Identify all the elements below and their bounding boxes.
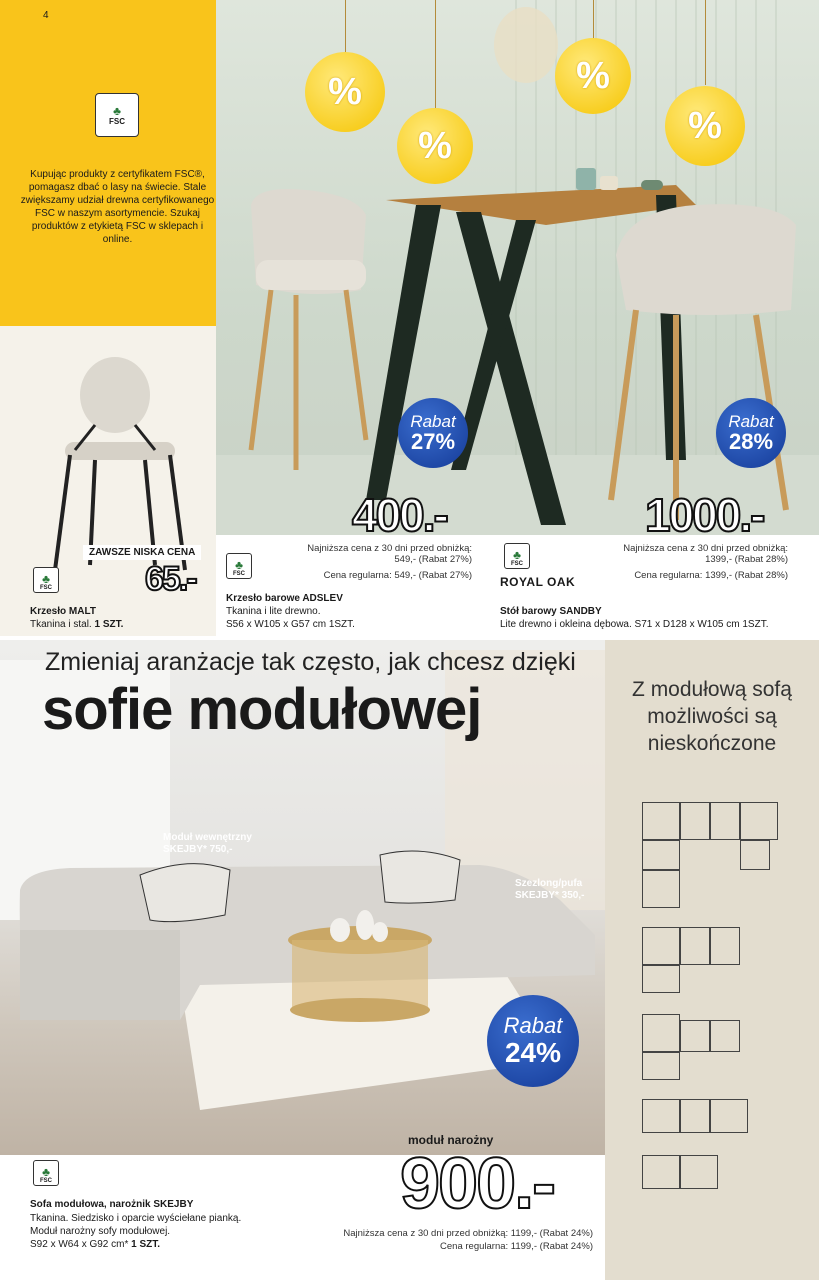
- regular-price-sandby: Cena regularna: 1399,- (Rabat 28%): [634, 570, 788, 581]
- module-block: [680, 927, 710, 965]
- skejby-size: S92 x W64 x G92 cm*: [30, 1239, 129, 1250]
- module-block: [680, 802, 710, 840]
- lowest-price-sandby: Najniższa cena z 30 dni przed obniżką: 1399,- (Rabat 28%): [623, 543, 788, 565]
- fsc-info-text: Kupując produkty z certyfikatem FSC®, pomagasz dbać o lasy na świecie. Stale zwiększamy udział drewna certyfikowanego FSC w naszym asortymencie. Szukaj produktów z etykietą FSC w sklepach i online.: [20, 169, 215, 245]
- headline-big: sofie modułowej: [42, 677, 482, 742]
- percent-badge: %: [397, 108, 473, 184]
- module-config-diagram: [640, 1012, 750, 1082]
- skejby-qty: 1 SZT.: [131, 1239, 161, 1250]
- product-desc-adslev: Tkanina i lite drewno.: [226, 606, 321, 617]
- module-block: [710, 1099, 748, 1133]
- discount-value: 27%: [410, 429, 456, 454]
- price-skejby: 900.-: [400, 1144, 555, 1224]
- badge-string: [345, 0, 346, 55]
- discount-label: Rabat: [410, 412, 456, 431]
- fsc-logo-icon: ♣ FSC: [33, 1160, 59, 1186]
- inner-module-price: SKEJBY* 750,-: [163, 844, 233, 855]
- product-size-adslev: S56 x W105 x G57 cm 1SZT.: [226, 619, 355, 630]
- module-block: [642, 840, 680, 870]
- module-block: [680, 1155, 718, 1189]
- royal-oak-logo: ROYAL OAK: [500, 575, 576, 589]
- module-block: [642, 1014, 680, 1052]
- discount-value: 28%: [728, 429, 774, 454]
- price-malt: 65.-: [145, 560, 196, 598]
- module-block: [642, 802, 680, 840]
- product-desc-malt: [30, 619, 123, 631]
- fsc-logo-icon: ♣ FSC: [226, 553, 252, 579]
- badge-string: [593, 0, 594, 40]
- corner-module-caption: moduł narożny: [408, 1133, 494, 1147]
- module-block: [680, 1020, 710, 1052]
- price-adslev: 400.-: [352, 489, 447, 541]
- chaise-title: Szezlong/pufa: [515, 878, 583, 889]
- percent-badge: %: [305, 52, 385, 132]
- fsc-logo-icon: ♣ FSC: [95, 93, 139, 137]
- discount-badge-28: [716, 398, 786, 468]
- inner-module-title: Moduł wewnętrzny: [163, 832, 252, 843]
- price-sandby: 1000.-: [645, 489, 764, 541]
- product-desc2-skejby: Moduł narożny sofy modułowej.: [30, 1226, 171, 1237]
- module-block: [642, 1052, 680, 1080]
- discount-value: 24%: [504, 1037, 562, 1068]
- chaise-price: SKEJBY* 350,-: [515, 890, 585, 901]
- badge-string: [435, 0, 436, 110]
- product-desc-sandby: Lite drewno i okleina dębowa. S71 x D128 x W105 cm 1SZT.: [500, 619, 769, 630]
- malt-qty: 1 SZT.: [94, 619, 124, 630]
- fsc-logo-icon: ♣ FSC: [33, 567, 59, 593]
- discount-badge-24: [487, 995, 579, 1087]
- product-size-skejby: [30, 1239, 160, 1251]
- module-block: [710, 802, 740, 840]
- discount-label: Rabat: [503, 1013, 563, 1038]
- chaise-label: [515, 878, 584, 902]
- regular-price-skejby: Cena regularna: 1199,- (Rabat 24%): [440, 1241, 593, 1252]
- fsc-logo-icon: ♣ FSC: [504, 543, 530, 569]
- always-low-price-ribbon: ZAWSZE NISKA CENA: [83, 545, 201, 560]
- inner-module-label: [163, 832, 252, 856]
- module-block: [642, 1099, 680, 1133]
- malt-desc-text: Tkanina i stal.: [30, 619, 92, 630]
- product-name-sandby: Stół barowy SANDBY: [500, 606, 602, 617]
- module-config-diagram: [640, 925, 750, 995]
- fsc-panel: [0, 0, 216, 326]
- module-block: [740, 802, 778, 840]
- module-block: [710, 1020, 740, 1052]
- product-name-skejby: Sofa modułowa, narożnik SKEJBY: [30, 1199, 194, 1210]
- product-name-malt: Krzesło MALT: [30, 606, 96, 617]
- modular-tagline: Z modułową sofą możliwości są nieskończone: [632, 678, 792, 755]
- module-config-diagram: [640, 1097, 752, 1137]
- page-number: 4: [43, 10, 49, 21]
- lowest-price-adslev: Najniższa cena z 30 dni przed obniżką: 549,- (Rabat 27%): [307, 543, 472, 565]
- module-block: [642, 927, 680, 965]
- module-config-diagram: [640, 1153, 722, 1193]
- badge-string: [705, 0, 706, 85]
- product-desc-skejby: Tkanina. Siedzisko i oparcie wyściełane pianką.: [30, 1213, 242, 1224]
- discount-badge-27: [398, 398, 468, 468]
- lowest-price-skejby: Najniższa cena z 30 dni przed obniżką: 1199,- (Rabat 24%): [343, 1228, 593, 1239]
- percent-badge: %: [665, 86, 745, 166]
- module-block: [710, 927, 740, 965]
- product-name-adslev: Krzesło barowe ADSLEV: [226, 593, 343, 604]
- fsc-logo-label: FSC: [109, 116, 125, 126]
- regular-price-adslev: Cena regularna: 549,- (Rabat 27%): [323, 570, 472, 581]
- percent-badge: %: [555, 38, 631, 114]
- module-block: [680, 1099, 710, 1133]
- module-block: [740, 840, 770, 870]
- module-block: [642, 870, 680, 908]
- headline-small: Zmieniaj aranżacje tak często, jak chcesz dzięki: [45, 648, 576, 676]
- module-config-diagram: [640, 800, 780, 910]
- module-block: [642, 1155, 680, 1189]
- discount-label: Rabat: [728, 412, 774, 431]
- module-block: [642, 965, 680, 993]
